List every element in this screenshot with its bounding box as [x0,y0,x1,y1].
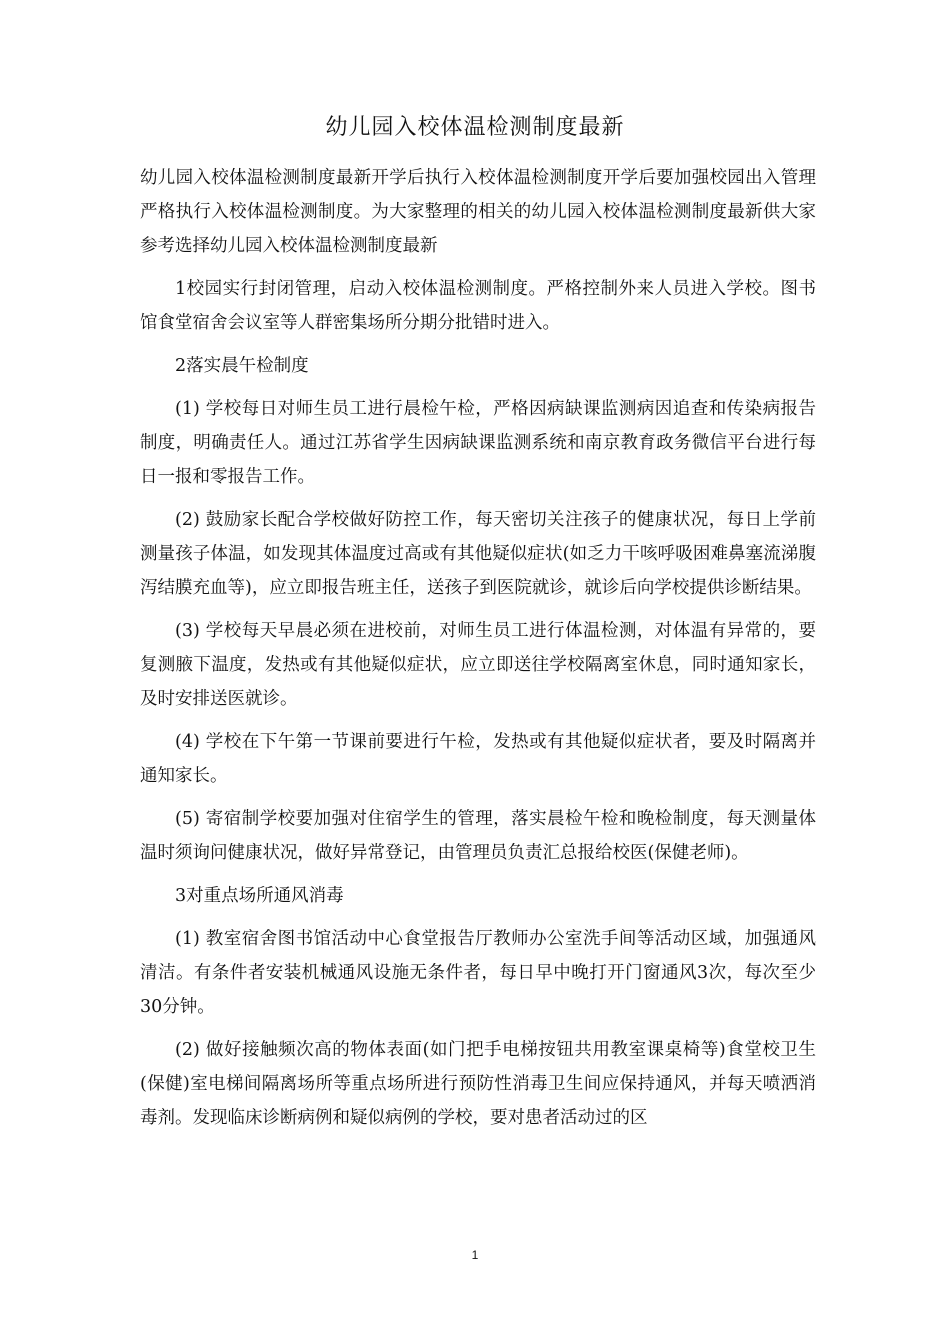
paragraph-section-3-heading: 3对重点场所通风消毒 [175,886,344,906]
paragraph-item-2-5: (5) 寄宿制学校要加强对住宿学生的管理，落实晨检午检和晚检制度，每天测量体温时须询问健康状况，做好异常登记，由管理员负责汇总报给校医(保健老师)。 [140,809,816,863]
paragraph-item-2-1: (1) 学校每日对师生员工进行晨检午检，严格因病缺课监测病因追查和传染病报告制度，明确责任人。通过江苏省学生因病缺课监测系统和南京教育政务微信平台进行每日一报和零报告工作。 [140,399,816,487]
paragraph-item-3-1: (1) 教室宿舍图书馆活动中心食堂报告厅教师办公室洗手间等活动区域，加强通风清洁。有条件者安装机械通风设施无条件者，每日早中晚打开门窗通风3次，每次至少30分钟。 [140,929,816,1017]
page-title: 幼儿园入校体温检测制度最新 [325,115,625,140]
paragraph-item-2-4: (4) 学校在下午第一节课前要进行午检，发热或有其他疑似症状者，要及时隔离并通知家长。 [140,732,816,786]
paragraph-item-3-2: (2) 做好接触频次高的物体表面(如门把手电梯按钮共用教室课桌椅等)食堂校卫生(保健)室电梯间隔离场所等重点场所进行预防性消毒卫生间应保持通风，并每天喷洒消毒剂。发现临床诊断病例和疑似病例的学校，要对患者活动过的区 [140,1040,816,1128]
document-body [140,161,816,1144]
paragraph-section-2-heading: 2落实晨午检制度 [175,356,309,376]
paragraph-intro: 幼儿园入校体温检测制度最新开学后执行入校体温检测制度开学后要加强校园出入管理严格执行入校体温检测制度。为大家整理的相关的幼儿园入校体温检测制度最新供大家参考选择幼儿园入校体温检测制度最新 [140,168,816,256]
page-number: 1 [471,1248,479,1262]
paragraph-section-1: 1校园实行封闭管理，启动入校体温检测制度。严格控制外来人员进入学校。图书馆食堂宿舍会议室等人群密集场所分期分批错时进入。 [140,279,816,333]
paragraph-item-2-2: (2) 鼓励家长配合学校做好防控工作，每天密切关注孩子的健康状况，每日上学前测量孩子体温，如发现其体温度过高或有其他疑似症状(如乏力干咳呼吸困难鼻塞流涕腹泻结膜充血等)，应立即报告班主任，送孩子到医院就诊，就诊后向学校提供诊断结果。 [140,510,816,598]
paragraph-item-2-3: (3) 学校每天早晨必须在进校前，对师生员工进行体温检测，对体温有异常的，要复测腋下温度，发热或有其他疑似症状，应立即送往学校隔离室休息，同时通知家长，及时安排送医就诊。 [140,621,816,709]
